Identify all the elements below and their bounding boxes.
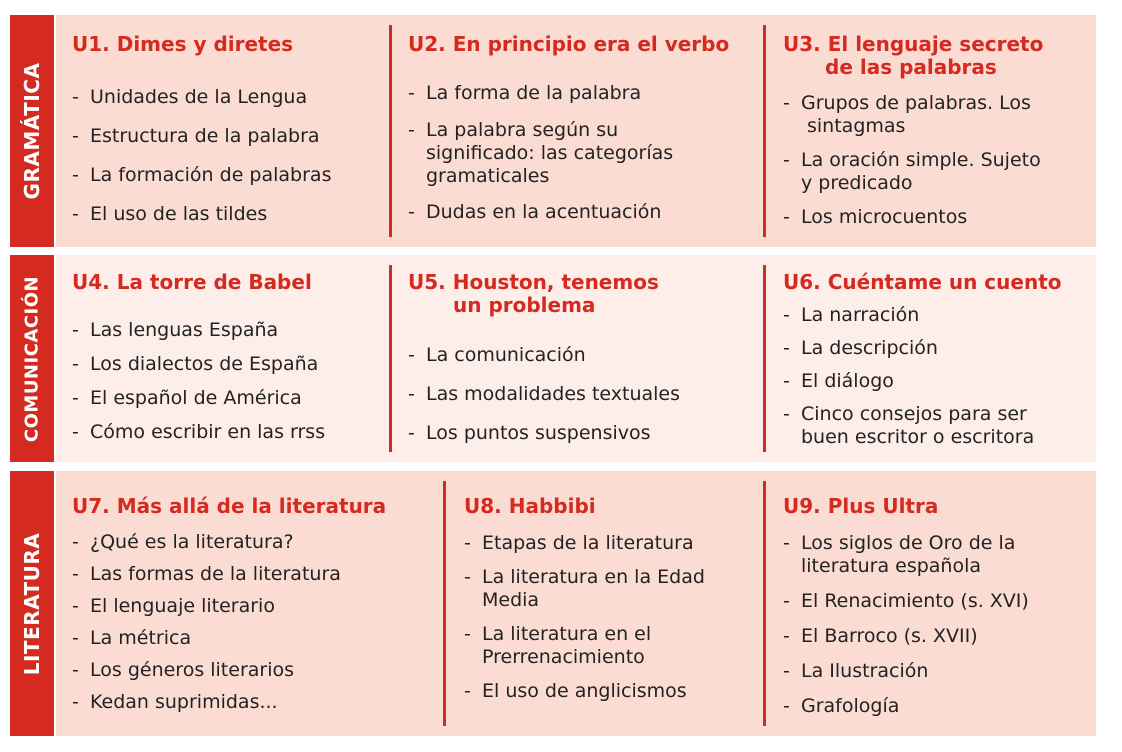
unit-topics [408,82,768,224]
topic-item: - La comunicación [408,344,748,367]
topic-item: - Cómo escribir en las rrss [72,421,372,444]
topic-item: - Unidades de la Lengua [72,86,372,109]
unit-u6 [783,255,1093,462]
section-label-comunicacion: COMUNICACIÓN [10,255,54,462]
topic-item: - El lenguaje literario [72,595,432,618]
section-literatura [10,471,1096,736]
column-divider [763,25,766,237]
topic-item: - Etapas de la literatura [464,532,754,555]
column-divider [763,265,766,452]
topic-item: - La formación de palabras [72,164,372,187]
topic-item: - La descripción [783,337,1093,360]
topic-item: - La palabra según su significado: las categorías gramaticales [408,119,768,188]
topic-item: - El Renacimiento (s. XVI) [783,590,1093,613]
topic-item: - La forma de la palabra [408,82,768,105]
unit-topics [783,304,1093,449]
section-panel-gramatica [56,15,1096,247]
topic-item: - El Barroco (s. XVII) [783,625,1093,648]
unit-title: U9. Plus Ultra [783,494,939,518]
topic-item: - Las formas de la literatura [72,563,432,586]
unit-topics [783,532,1093,718]
topic-item: - La Ilustración [783,660,1093,683]
topic-item: - Kedan suprimidas... [72,691,432,714]
unit-title: U4. La torre de Babel [72,270,312,294]
topic-item: - Las modalidades textuales [408,383,748,406]
unit-u4 [72,255,372,462]
column-divider [763,481,766,726]
topic-item: - El diálogo [783,370,1093,393]
topic-item: - Los siglos de Oro de la literatura española [783,532,1093,578]
section-gramatica [10,15,1096,247]
topic-item: - El uso de las tildes [72,203,372,226]
topic-item: - La literatura en la Edad Media [464,566,754,612]
unit-topics [72,319,372,444]
topic-item: - ¿Qué es la literatura? [72,531,432,554]
section-comunicacion [10,255,1096,462]
column-divider [443,481,446,726]
topic-item: - La narración [783,304,1093,327]
topic-item: - Cinco consejos para ser buen escritor o escritora [783,403,1093,449]
unit-title: U7. Más allá de la literatura [72,494,387,518]
section-label-gramatica: GRAMÁTICA [10,15,54,247]
unit-u3 [783,15,1093,247]
topic-item: - Estructura de la palabra [72,125,372,148]
topic-item: - Los microcuentos [783,206,1093,229]
topic-item: - La oración simple. Sujeto y predicado [783,149,1093,195]
column-divider [389,265,392,452]
unit-topics [72,531,432,714]
unit-title: U5. Houston, tenemos un problema [408,270,659,317]
topic-item: - Los dialectos de España [72,353,372,376]
unit-u7 [72,471,432,736]
unit-topics [464,532,754,703]
topic-item: - El uso de anglicismos [464,680,754,703]
unit-topics [408,344,748,445]
unit-title: U3. El lenguaje secreto de las palabras [783,32,1044,79]
topic-item: - Los géneros literarios [72,659,432,682]
unit-u5 [408,255,748,462]
unit-u8 [464,471,754,736]
topic-item: - Los puntos suspensivos [408,422,748,445]
topic-item: - Grupos de palabras. Los sintagmas [783,92,1093,138]
section-panel-comunicacion [56,255,1096,462]
unit-title: U1. Dimes y diretes [72,32,294,56]
topic-item: - La métrica [72,627,432,650]
section-label-literatura: LITERATURA [10,471,54,736]
topic-item: - La literatura en el Prerrenacimiento [464,623,754,669]
topic-item: - El español de América [72,387,372,410]
unit-title: U6. Cuéntame un cuento [783,270,1062,294]
unit-u1 [72,15,372,247]
unit-u9 [783,471,1093,736]
topic-item: - Grafología [783,695,1093,718]
unit-title: U8. Habbibi [464,494,596,518]
column-divider [389,25,392,237]
topic-item: - Dudas en la acentuación [408,201,768,224]
unit-topics [72,86,372,226]
unit-topics [783,92,1093,229]
topic-item: - Las lenguas España [72,319,372,342]
section-panel-literatura [56,471,1096,736]
unit-title: U2. En principio era el verbo [408,32,730,56]
unit-u2 [408,15,768,247]
